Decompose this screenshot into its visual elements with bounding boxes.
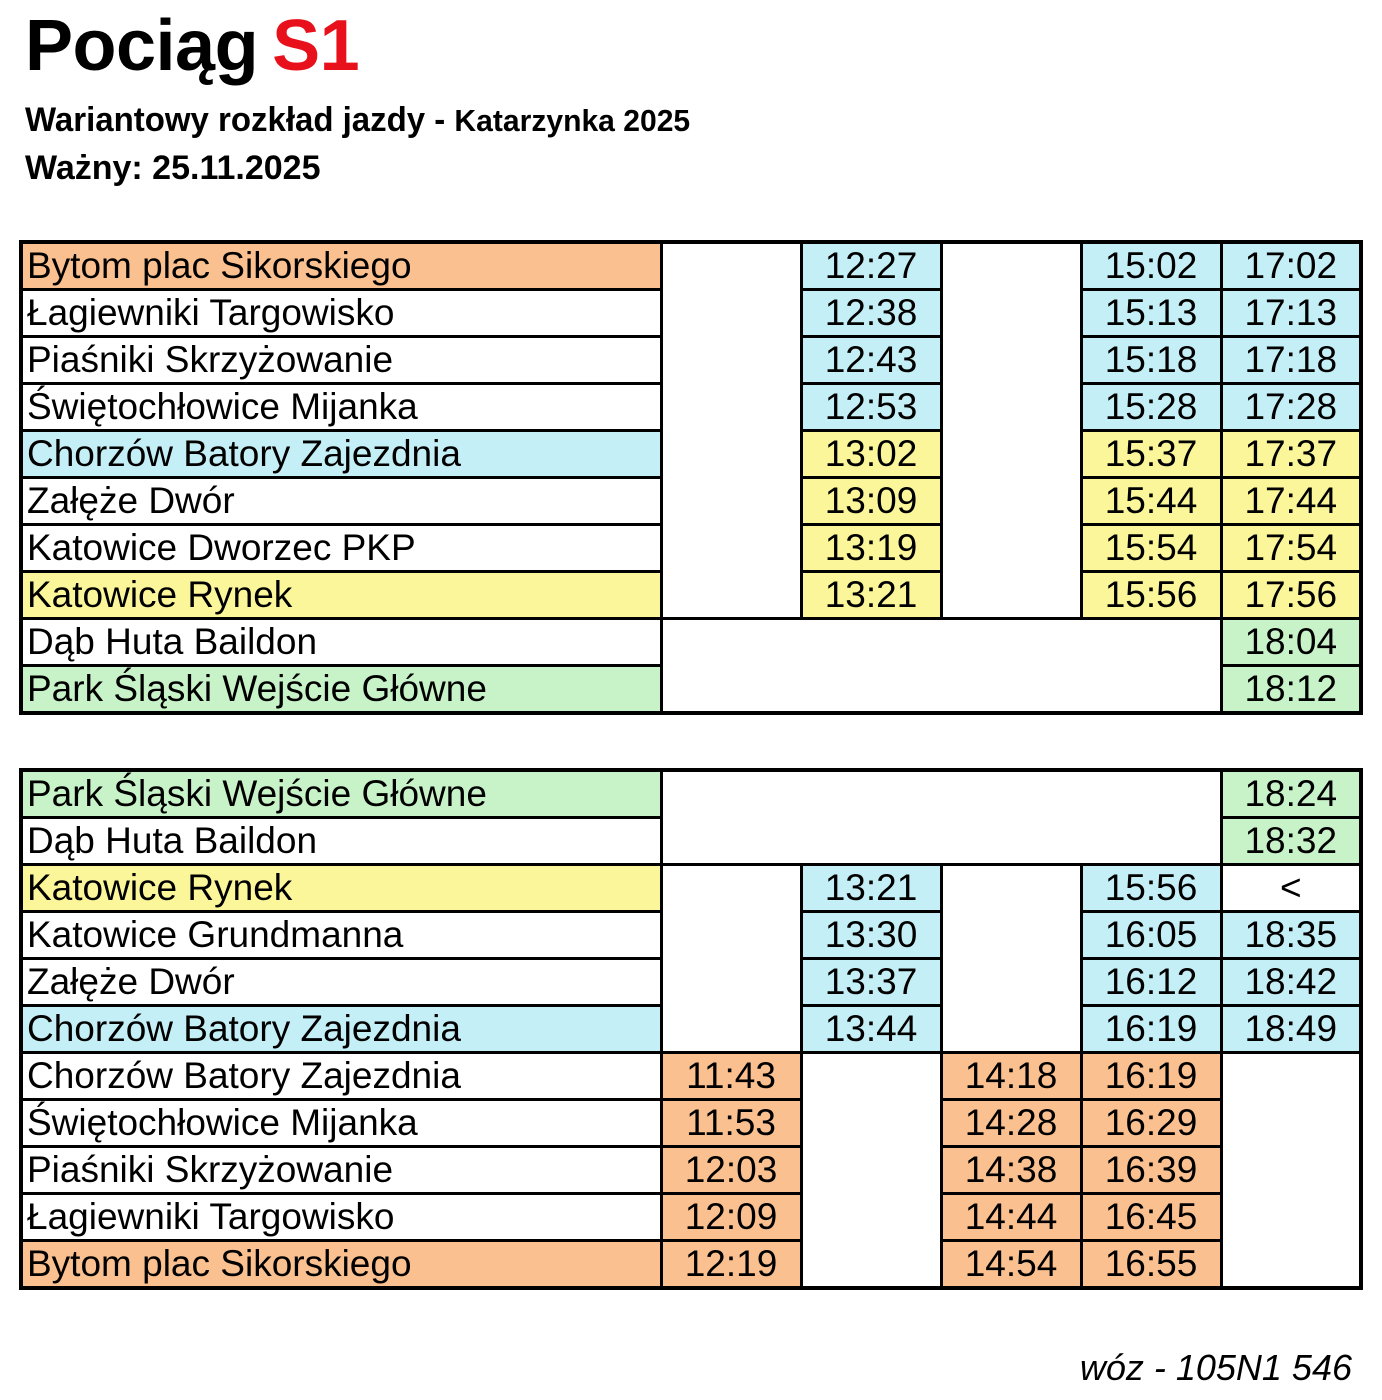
empty-cell xyxy=(661,912,801,959)
timetable-row xyxy=(21,478,1361,525)
empty-cell xyxy=(661,337,801,384)
empty-cell xyxy=(661,619,1221,666)
departure-time: 12:19 xyxy=(661,1241,801,1289)
timetable-row xyxy=(21,242,1361,290)
departure-time: 12:27 xyxy=(801,242,941,290)
timetable-row xyxy=(21,431,1361,478)
departure-time: 17:13 xyxy=(1221,290,1361,337)
departure-time: 16:19 xyxy=(1081,1053,1221,1100)
empty-cell xyxy=(941,912,1081,959)
empty-cell xyxy=(941,572,1081,619)
departure-time: 15:44 xyxy=(1081,478,1221,525)
departure-time: 17:18 xyxy=(1221,337,1361,384)
departure-time: 12:53 xyxy=(801,384,941,431)
empty-cell xyxy=(801,1100,941,1147)
departure-time: 13:21 xyxy=(801,865,941,912)
departure-time: 18:35 xyxy=(1221,912,1361,959)
departure-time: 13:19 xyxy=(801,525,941,572)
timetable-row xyxy=(21,666,1361,714)
stop-name: Załęże Dwór xyxy=(21,959,661,1006)
departure-time: 16:12 xyxy=(1081,959,1221,1006)
departure-time: 15:02 xyxy=(1081,242,1221,290)
departure-time: 16:55 xyxy=(1081,1241,1221,1289)
continuation-marker: < xyxy=(1221,865,1361,912)
empty-cell xyxy=(1221,1100,1361,1147)
page-title xyxy=(25,4,359,88)
departure-time: 14:44 xyxy=(941,1194,1081,1241)
departure-time: 18:12 xyxy=(1221,666,1361,714)
stop-name: Chorzów Batory Zajezdnia xyxy=(21,431,661,478)
empty-cell xyxy=(661,959,801,1006)
timetable-row xyxy=(21,1147,1361,1194)
departure-time: 15:13 xyxy=(1081,290,1221,337)
empty-cell xyxy=(1221,1053,1361,1100)
departure-time: 18:04 xyxy=(1221,619,1361,666)
departure-time: 11:53 xyxy=(661,1100,801,1147)
empty-cell xyxy=(661,666,1221,714)
stop-name: Katowice Dworzec PKP xyxy=(21,525,661,572)
empty-cell xyxy=(1221,1241,1361,1289)
timetable-row xyxy=(21,1006,1361,1053)
timetable-row xyxy=(21,337,1361,384)
timetable-row xyxy=(21,959,1361,1006)
empty-cell xyxy=(941,337,1081,384)
stop-name: Łagiewniki Targowisko xyxy=(21,1194,661,1241)
stop-name: Chorzów Batory Zajezdnia xyxy=(21,1006,661,1053)
departure-time: 18:32 xyxy=(1221,818,1361,865)
departure-time: 15:56 xyxy=(1081,572,1221,619)
timetable-row xyxy=(21,290,1361,337)
timetable-row xyxy=(21,572,1361,619)
stop-name: Łagiewniki Targowisko xyxy=(21,290,661,337)
timetable-row xyxy=(21,619,1361,666)
departure-time: 15:37 xyxy=(1081,431,1221,478)
empty-cell xyxy=(1221,1147,1361,1194)
empty-cell xyxy=(1221,1194,1361,1241)
timetable-row xyxy=(21,1194,1361,1241)
departure-time: 15:28 xyxy=(1081,384,1221,431)
departure-time: 13:37 xyxy=(801,959,941,1006)
timetable-row xyxy=(21,384,1361,431)
empty-cell xyxy=(941,959,1081,1006)
stop-name: Katowice Rynek xyxy=(21,572,661,619)
stop-name: Piaśniki Skrzyżowanie xyxy=(21,1147,661,1194)
vehicle-info: wóz - 105N1 546 xyxy=(1079,1347,1352,1388)
departure-time: 13:30 xyxy=(801,912,941,959)
empty-cell xyxy=(661,242,801,290)
timetable-row xyxy=(21,1241,1361,1289)
stop-name: Chorzów Batory Zajezdnia xyxy=(21,1053,661,1100)
empty-cell xyxy=(941,384,1081,431)
outbound-timetable xyxy=(19,240,1363,715)
departure-time: 16:45 xyxy=(1081,1194,1221,1241)
departure-time: 12:03 xyxy=(661,1147,801,1194)
empty-cell xyxy=(941,1006,1081,1053)
departure-time: 18:49 xyxy=(1221,1006,1361,1053)
departure-time: 16:29 xyxy=(1081,1100,1221,1147)
departure-time: 15:56 xyxy=(1081,865,1221,912)
stop-name: Załęże Dwór xyxy=(21,478,661,525)
valid-date: Ważny: 25.11.2025 xyxy=(25,149,321,187)
stop-name: Bytom plac Sikorskiego xyxy=(21,1241,661,1289)
timetable-subtitle xyxy=(25,100,690,141)
departure-time: 13:02 xyxy=(801,431,941,478)
empty-cell xyxy=(941,290,1081,337)
stop-name: Bytom plac Sikorskiego xyxy=(21,242,661,290)
title-prefix: Pociąg xyxy=(25,6,259,86)
departure-time: 12:43 xyxy=(801,337,941,384)
empty-cell xyxy=(661,384,801,431)
departure-time: 15:18 xyxy=(1081,337,1221,384)
stop-name: Świętochłowice Mijanka xyxy=(21,1100,661,1147)
empty-cell xyxy=(941,865,1081,912)
departure-time: 15:54 xyxy=(1081,525,1221,572)
route-number: S1 xyxy=(272,6,360,86)
departure-time: 18:42 xyxy=(1221,959,1361,1006)
empty-cell xyxy=(661,572,801,619)
departure-time: 17:56 xyxy=(1221,572,1361,619)
empty-cell xyxy=(941,478,1081,525)
departure-time: 14:28 xyxy=(941,1100,1081,1147)
timetable-row xyxy=(21,1053,1361,1100)
empty-cell xyxy=(661,525,801,572)
empty-cell xyxy=(661,818,1221,865)
departure-time: 18:24 xyxy=(1221,770,1361,818)
departure-time: 13:44 xyxy=(801,1006,941,1053)
empty-cell xyxy=(661,770,1221,818)
departure-time: 11:43 xyxy=(661,1053,801,1100)
departure-time: 14:54 xyxy=(941,1241,1081,1289)
stop-name: Park Śląski Wejście Główne xyxy=(21,666,661,714)
empty-cell xyxy=(661,431,801,478)
departure-time: 16:39 xyxy=(1081,1147,1221,1194)
empty-cell xyxy=(801,1147,941,1194)
return-timetable xyxy=(19,768,1363,1290)
departure-time: 13:09 xyxy=(801,478,941,525)
departure-time: 13:21 xyxy=(801,572,941,619)
departure-time: 14:18 xyxy=(941,1053,1081,1100)
departure-time: 16:19 xyxy=(1081,1006,1221,1053)
stop-name: Dąb Huta Baildon xyxy=(21,619,661,666)
departure-time: 12:38 xyxy=(801,290,941,337)
subtitle-main: Wariantowy rozkład jazdy - xyxy=(25,101,455,139)
empty-cell xyxy=(941,431,1081,478)
departure-time: 17:37 xyxy=(1221,431,1361,478)
empty-cell xyxy=(941,242,1081,290)
empty-cell xyxy=(661,290,801,337)
stop-name: Katowice Grundmanna xyxy=(21,912,661,959)
timetable-row xyxy=(21,1100,1361,1147)
empty-cell xyxy=(661,478,801,525)
subtitle-event: Katarzynka 2025 xyxy=(454,103,691,138)
departure-time: 12:09 xyxy=(661,1194,801,1241)
timetable-row xyxy=(21,818,1361,865)
departure-time: 14:38 xyxy=(941,1147,1081,1194)
departure-time: 17:44 xyxy=(1221,478,1361,525)
empty-cell xyxy=(941,525,1081,572)
stop-name: Katowice Rynek xyxy=(21,865,661,912)
empty-cell xyxy=(801,1053,941,1100)
timetable-row xyxy=(21,525,1361,572)
timetable-row xyxy=(21,865,1361,912)
departure-time: 16:05 xyxy=(1081,912,1221,959)
stop-name: Świętochłowice Mijanka xyxy=(21,384,661,431)
departure-time: 17:02 xyxy=(1221,242,1361,290)
empty-cell xyxy=(661,1006,801,1053)
timetable-row xyxy=(21,770,1361,818)
empty-cell xyxy=(661,865,801,912)
stop-name: Piaśniki Skrzyżowanie xyxy=(21,337,661,384)
departure-time: 17:28 xyxy=(1221,384,1361,431)
stop-name: Dąb Huta Baildon xyxy=(21,818,661,865)
stop-name: Park Śląski Wejście Główne xyxy=(21,770,661,818)
empty-cell xyxy=(801,1241,941,1289)
empty-cell xyxy=(801,1194,941,1241)
timetable-row xyxy=(21,912,1361,959)
departure-time: 17:54 xyxy=(1221,525,1361,572)
